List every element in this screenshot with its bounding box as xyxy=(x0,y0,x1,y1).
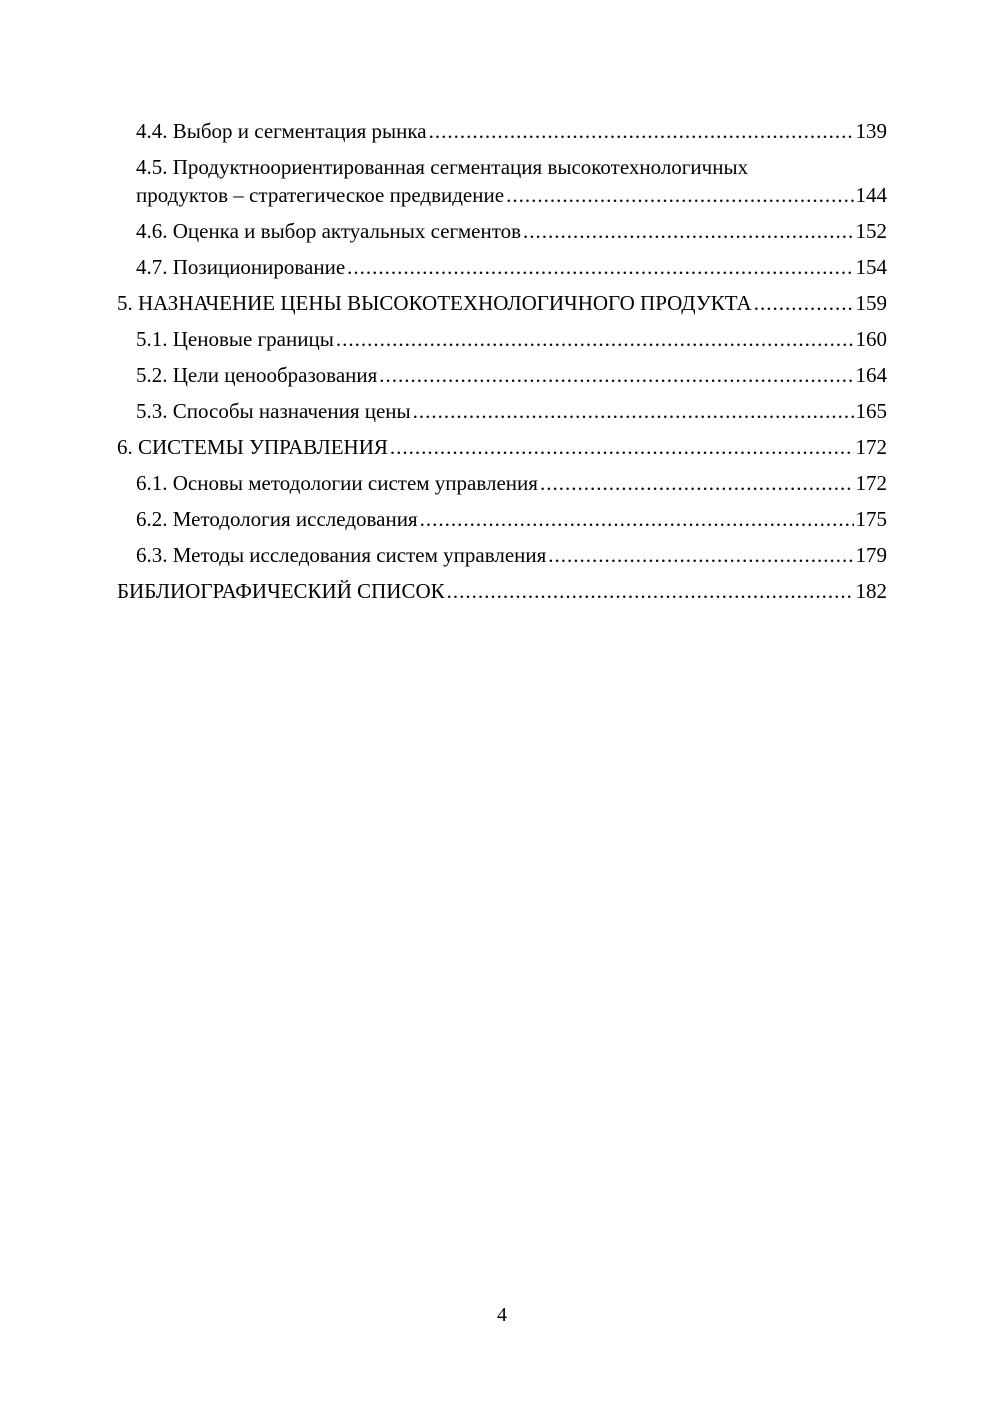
toc-leader-dots xyxy=(379,361,853,389)
toc-entry-label: 6.3. Методы исследования систем управления xyxy=(136,543,547,567)
toc-entry-page: 139 xyxy=(855,119,887,143)
toc-entry-label-line2: продуктов – стратегическое предвидение xyxy=(136,183,505,207)
page-number: 4 xyxy=(497,1304,507,1326)
toc-entry-page: 172 xyxy=(855,435,887,459)
toc-leader-dots xyxy=(447,577,854,605)
toc-entry-label-line1: 4.5. Продуктноориентированная сегментация высокотехнологичных xyxy=(136,155,749,179)
toc-entry-label: БИБЛИОГРАФИЧЕСКИЙ СПИСОК xyxy=(117,579,445,603)
toc-entry-label: 4.7. Позиционирование xyxy=(136,255,346,279)
toc-entry-4-7[interactable] xyxy=(117,253,887,281)
toc-leader-dots xyxy=(336,325,854,353)
toc-entry-5-3[interactable] xyxy=(117,397,887,425)
toc-entry-6-3[interactable] xyxy=(117,541,887,569)
toc-leader-dots xyxy=(413,397,854,425)
toc-entry-label: 4.4. Выбор и сегментация рынка xyxy=(136,119,427,143)
toc-entry-4-5[interactable] xyxy=(117,153,887,209)
toc-entry-page: 154 xyxy=(855,255,887,279)
toc-entry-6[interactable] xyxy=(117,433,887,461)
toc-entry-label: 6. СИСТЕМЫ УПРАВЛЕНИЯ xyxy=(117,435,388,459)
toc-leader-dots xyxy=(754,289,854,317)
toc-entry-bibliography[interactable] xyxy=(117,577,887,605)
toc-entry-page: 152 xyxy=(855,219,887,243)
toc-entry-page: 175 xyxy=(855,507,887,531)
toc-entry-label: 4.6. Оценка и выбор актуальных сегментов xyxy=(136,219,522,243)
toc-entry-page: 172 xyxy=(855,471,887,495)
toc-entry-5[interactable] xyxy=(117,289,887,317)
toc-entry-page: 182 xyxy=(855,579,887,603)
toc-entry-label: 5.3. Способы назначения цены xyxy=(136,399,411,423)
toc-entry-4-4[interactable] xyxy=(117,117,887,145)
toc-leader-dots xyxy=(429,117,854,145)
toc-entry-page: 179 xyxy=(855,543,887,567)
toc-entry-6-2[interactable] xyxy=(117,505,887,533)
toc-entry-page: 160 xyxy=(855,327,887,351)
toc-leader-dots xyxy=(540,469,854,497)
toc-leader-dots xyxy=(420,505,854,533)
toc-entry-label: 6.1. Основы методологии систем управления xyxy=(136,471,538,495)
toc-entry-5-1[interactable] xyxy=(117,325,887,353)
toc-leader-dots xyxy=(347,253,853,281)
toc-entry-label: 5.2. Цели ценообразования xyxy=(136,363,378,387)
toc-leader-dots xyxy=(506,181,853,209)
toc-entry-label: 6.2. Методология исследования xyxy=(136,507,418,531)
toc-leader-dots xyxy=(548,541,853,569)
toc-entry-page: 165 xyxy=(855,399,887,423)
toc-entry-page: 164 xyxy=(855,363,887,387)
toc-entry-page: 159 xyxy=(855,291,887,315)
toc-entry-5-2[interactable] xyxy=(117,361,887,389)
table-of-contents xyxy=(117,117,887,613)
toc-entry-label: 5. НАЗНАЧЕНИЕ ЦЕНЫ ВЫСОКОТЕХНОЛОГИЧНОГО ПРОДУКТА xyxy=(117,291,752,315)
toc-entry-label: 5.1. Ценовые границы xyxy=(136,327,334,351)
toc-leader-dots xyxy=(390,433,854,461)
toc-entry-page: 144 xyxy=(855,183,887,207)
toc-entry-4-6[interactable] xyxy=(117,217,887,245)
toc-entry-6-1[interactable] xyxy=(117,469,887,497)
toc-leader-dots xyxy=(523,217,853,245)
